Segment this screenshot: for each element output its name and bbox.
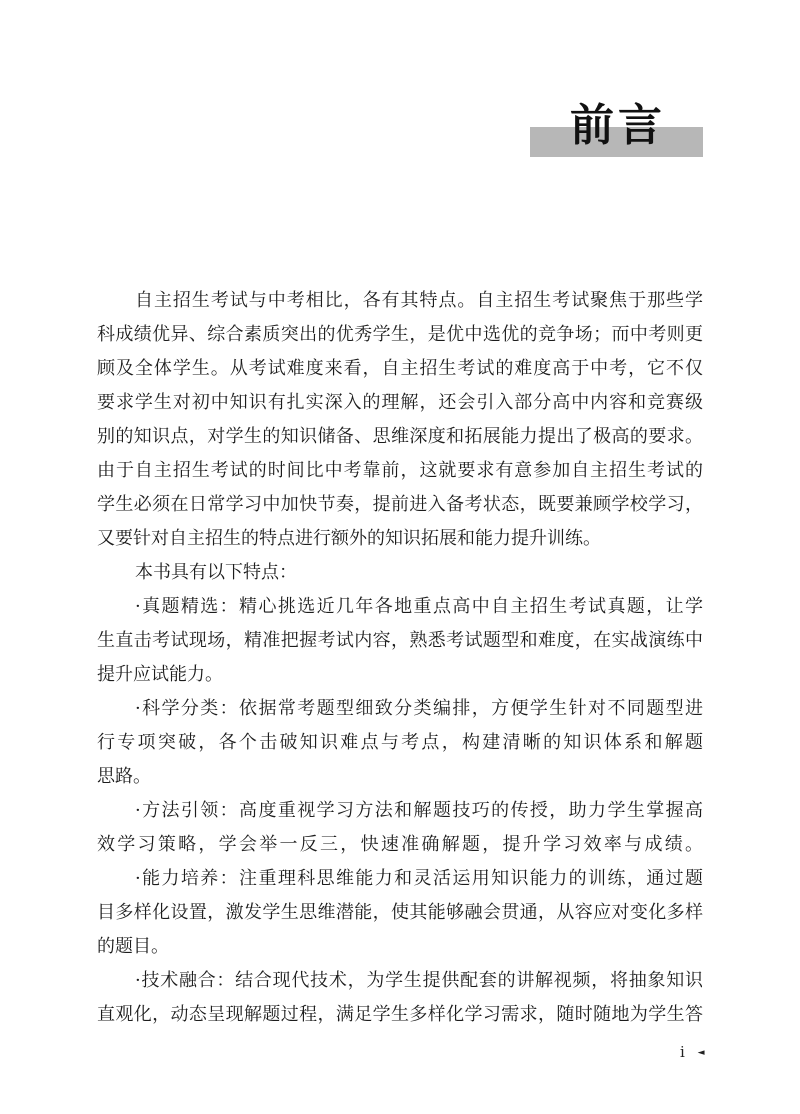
text-line: 又要针对自主招生的特点进行额外的知识拓展和能力提升训练。: [97, 528, 601, 549]
text-line: 行专项突破，各个击破知识难点与考点，构建清晰的知识体系和解题: [97, 732, 703, 753]
text-line: 的题目。: [97, 936, 169, 957]
text-line: 自主招生考试与中考相比，各有其特点。自主招生考试聚焦于那些学: [135, 290, 703, 311]
features-heading: 本书具有以下特点：: [135, 562, 297, 583]
preface-body: [97, 284, 703, 1032]
left-triangle-icon: ◄: [697, 1048, 705, 1058]
text-line: 由于自主招生考试的时间比中考靠前，这就要求有意参加自主招生考试的: [97, 460, 703, 481]
text-line: ·技术融合：结合现代技术，为学生提供配套的讲解视频，将抽象知识: [135, 970, 703, 991]
text-line: 科成绩优异、综合素质突出的优秀学生，是优中选优的竞争场；而中考则更: [97, 324, 703, 345]
text-line: 别的知识点，对学生的知识储备、思维深度和拓展能力提出了极高的要求。: [97, 426, 703, 447]
text-line: 生直击考试现场，精准把握考试内容，熟悉考试题型和难度，在实战演练中: [97, 630, 703, 651]
text-line: 思路。: [97, 766, 151, 787]
page-number: i: [680, 1043, 685, 1061]
text-line: 效学习策略，学会举一反三，快速准确解题，提升学习效率与成绩。: [97, 834, 703, 855]
text-line: 要求学生对初中知识有扎实深入的理解，还会引入部分高中内容和竞赛级: [97, 392, 703, 413]
text-line: 直观化，动态呈现解题过程，满足学生多样化学习需求，随时随地为学生答: [97, 1004, 703, 1025]
text-line: ·科学分类：依据常考题型细致分类编排，方便学生针对不同题型进: [135, 698, 703, 719]
feature-item-technology: [97, 964, 703, 1032]
page-title: 前言: [570, 100, 666, 151]
text-line: 顾及全体学生。从考试难度来看，自主招生考试的难度高于中考，它不仅: [97, 358, 703, 379]
intro-paragraph: [97, 284, 703, 556]
feature-item-classification: [97, 692, 703, 794]
page-footer: [680, 1040, 705, 1064]
text-line: 学生必须在日常学习中加快节奏，提前进入备考状态，既要兼顾学校学习，: [97, 494, 703, 515]
feature-item-real-exams: [97, 590, 703, 692]
text-line: 提升应试能力。: [97, 664, 223, 685]
text-line: ·能力培养：注重理科思维能力和灵活运用知识能力的训练，通过题: [135, 868, 703, 889]
text-line: 目多样化设置，激发学生思维潜能，使其能够融会贯通，从容应对变化多样: [97, 902, 703, 923]
feature-item-ability: [97, 862, 703, 964]
feature-item-methods: [97, 794, 703, 862]
text-line: ·方法引领：高度重视学习方法和解题技巧的传授，助力学生掌握高: [135, 800, 703, 821]
text-line: ·真题精选：精心挑选近几年各地重点高中自主招生考试真题，让学: [135, 596, 703, 617]
